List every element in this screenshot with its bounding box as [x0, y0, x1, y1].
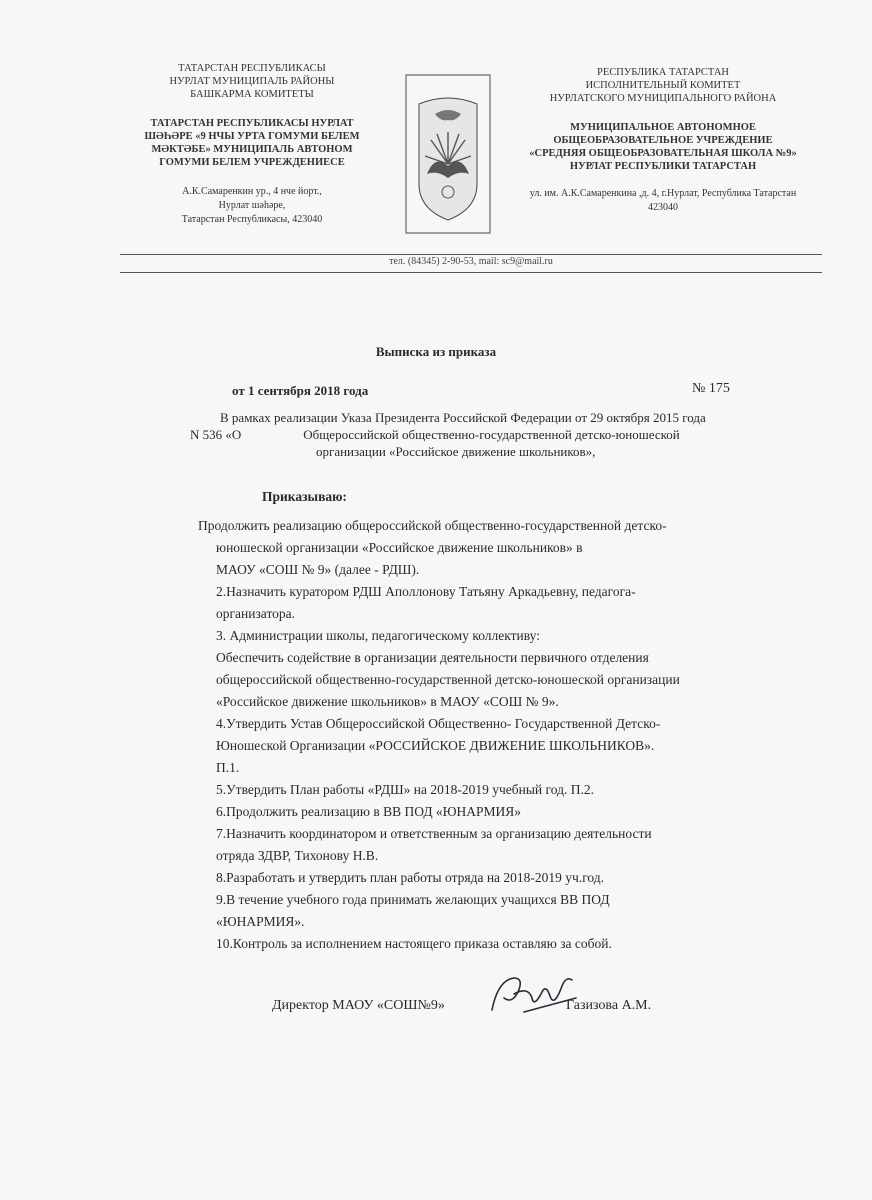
- header-left-line: ТАТАРСТАН РЕСПУБЛИКАСЫ: [178, 63, 326, 74]
- coat-of-arms-emblem: [405, 74, 491, 234]
- header-left-line: МӘКТӘБЕ» МУНИЦИПАЛЬ АВТОНОМ: [151, 144, 353, 155]
- header-left-address-line: А.К.Самаренкин ур., 4 нче йорт.,: [182, 186, 322, 197]
- header-right-line: НУРЛАТСКОГО МУНИЦИПАЛЬНОГО РАЙОНА: [549, 93, 777, 104]
- letterhead: [118, 62, 830, 277]
- header-left-line: ШӘҺӘРЕ «9 НЧЫ УРТА ГОМУМИ БЕЛЕМ: [144, 131, 360, 142]
- preamble-line: В рамках реализации Указа Президента Российской Федерации от 29 октября 2015 года: [220, 410, 706, 425]
- header-right-address-line: 423040: [648, 202, 678, 213]
- preamble-line-part: Общероссийской общественно-государственной детско-юношеской: [303, 427, 680, 442]
- order-item-line: Обеспечить содействие в организации деятельности первичного отделения: [216, 650, 649, 665]
- signature-title: Директор МАОУ «СОШ№9»: [272, 998, 445, 1013]
- letterhead-left: [118, 62, 386, 262]
- order-item-line: 2.Назначить куратором РДШ Аполлонову Татьяну Аркадьевну, педагога-: [216, 584, 636, 599]
- header-right-address: [500, 187, 826, 215]
- preamble-line-2: [190, 426, 826, 443]
- header-contacts: тел. (84345) 2-90-53, mail: sc9@mail.ru: [389, 256, 553, 267]
- header-left-line: ТАТАРСТАН РЕСПУБЛИКАСЫ НУРЛАТ: [150, 118, 354, 129]
- order-items: [198, 515, 826, 955]
- order-item-line: 8.Разработать и утвердить план работы отряда на 2018-2019 уч.год.: [216, 870, 605, 885]
- header-divider-top: [120, 254, 822, 255]
- order-item-line: 9.В течение учебного года принимать желающих учащихся ВВ ПОД: [216, 892, 610, 907]
- signature-name: Газизова А.М.: [566, 998, 652, 1013]
- header-left-address-line: Нурлат шәһәре,: [218, 200, 286, 211]
- header-right-address-line: ул. им. А.К.Самаренкина ,д. 4, г.Нурлат, Республика Татарстан: [529, 188, 797, 199]
- order-item-line: 10.Контроль за исполнением настоящего приказа оставляю за собой.: [216, 936, 612, 951]
- header-left-line: НУРЛАТ МУНИЦИПАЛЬ РАЙОНЫ: [169, 76, 335, 87]
- header-left-address: [118, 185, 386, 227]
- document-title: Выписка из приказа: [375, 344, 497, 359]
- order-number: № 175: [692, 381, 730, 396]
- header-right-line: МУНИЦИПАЛЬНОЕ АВТОНОМНОЕ: [570, 122, 756, 133]
- header-right-line: НУРЛАТ РЕСПУБЛИКИ ТАТАРСТАН: [569, 161, 757, 172]
- order-item-line: отряда ЗДВР, Тихонову Н.В.: [216, 848, 379, 863]
- header-right-line: РЕСПУБЛИКА ТАТАРСТАН: [596, 67, 729, 78]
- header-right-line: «СРЕДНЯЯ ОБЩЕОБРАЗОВАТЕЛЬНАЯ ШКОЛА №9»: [529, 148, 797, 159]
- order-item-line: Продолжить реализацию общероссийской общественно-государственной детско-: [198, 518, 667, 533]
- order-item-line: 3. Администрации школы, педагогическому коллективу:: [216, 628, 540, 643]
- order-item-line: МАОУ «СОШ № 9» (далее - РДШ).: [216, 562, 420, 577]
- order-word: Приказываю:: [262, 489, 347, 504]
- letterhead-right: [500, 66, 826, 266]
- order-item-line: общероссийской общественно-государственной детско-юношеской организации: [216, 672, 680, 687]
- order-item-line: юношеской организации «Российское движение школьников» в: [216, 540, 583, 555]
- preamble-line-part: N 536 «О: [190, 427, 242, 442]
- order-item-line: «ЮНАРМИЯ».: [216, 914, 305, 929]
- order-item-line: организатора.: [216, 606, 296, 621]
- order-item-line: «Российское движение школьников» в МАОУ «СОШ № 9».: [216, 694, 559, 709]
- order-preamble: [190, 409, 826, 460]
- order-date: от 1 сентября 2018 года: [232, 383, 369, 398]
- order-item-line: 7.Назначить координатором и ответственным за организацию деятельности: [216, 826, 652, 841]
- order-item-line: 6.Продолжить реализацию в ВВ ПОД «ЮНАРМИЯ»: [216, 804, 522, 819]
- preamble-line: организации «Российское движение школьников»,: [316, 444, 596, 459]
- order-item-line: П.1.: [216, 760, 240, 775]
- header-left-line: ГОМУМИ БЕЛЕМ УЧРЕЖДЕНИЕСЕ: [159, 157, 345, 168]
- header-divider-bottom: [120, 272, 822, 273]
- order-item-line: Юношеской Организации «РОССИЙСКОЕ ДВИЖЕНИЕ ШКОЛЬНИКОВ».: [216, 738, 655, 753]
- header-left-address-line: Татарстан Республикасы, 423040: [181, 214, 323, 225]
- order-item-line: 4.Утвердить Устав Общероссийской Общественно- Государственной Детско-: [216, 716, 661, 731]
- header-right-line: ИСПОЛНИТЕЛЬНЫЙ КОМИТЕТ: [585, 80, 741, 91]
- header-left-line: БАШКАРМА КОМИТЕТЫ: [190, 89, 314, 100]
- header-right-line: ОБЩЕОБРАЗОВАТЕЛЬНОЕ УЧРЕЖДЕНИЕ: [553, 135, 773, 146]
- order-item-line: 5.Утвердить План работы «РДШ» на 2018-2019 учебный год. П.2.: [216, 782, 594, 797]
